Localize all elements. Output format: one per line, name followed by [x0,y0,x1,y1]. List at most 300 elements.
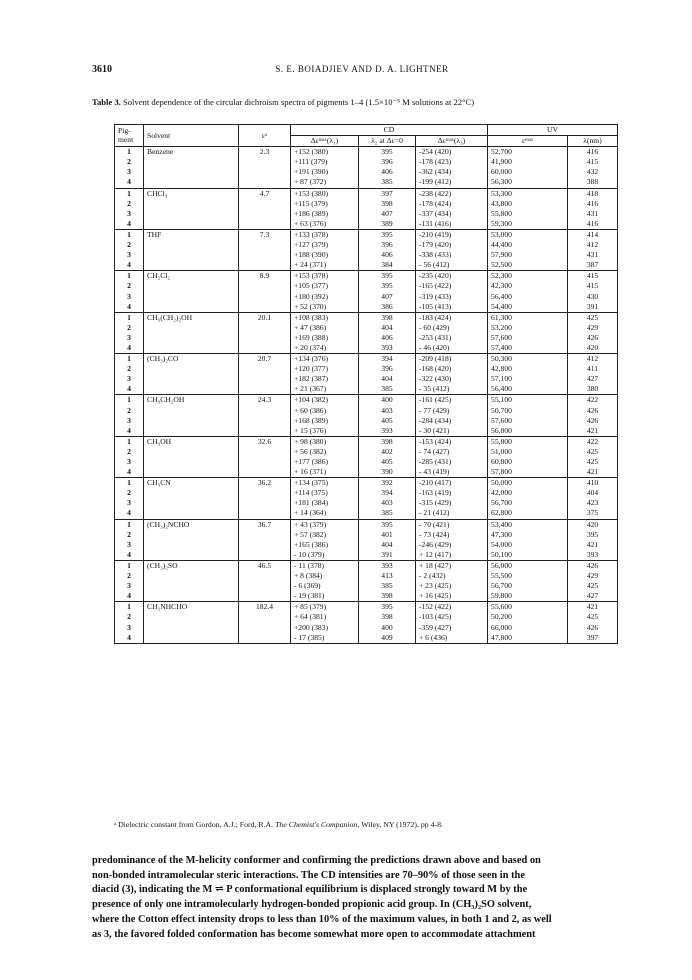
delta1-cell: + 8 (384) [291,571,359,581]
table-row [115,364,618,374]
delta2-cell: + 18 (427) [416,560,488,571]
uv-eps-cell: 54,000 [488,540,568,550]
uv-eps-cell: 55,800 [488,209,568,219]
lambda2-cell: 392 [359,478,416,489]
uv-eps-cell: 53,300 [488,188,568,199]
uv-lambda-cell: 425 [568,312,618,323]
delta2-cell: - 70 (421) [416,519,488,530]
table-body [115,147,618,644]
delta1-cell: +104 (382) [291,395,359,406]
delta2-cell: -183 (424) [416,312,488,323]
delta2-cell: -338 (433) [416,250,488,260]
uv-eps-cell: 50,300 [488,354,568,365]
solvent-cell [144,426,239,437]
uv-lambda-cell: 416 [568,199,618,209]
table-row [115,374,618,384]
pigment-cell: 3 [115,333,144,343]
delta1-cell: +115 (379) [291,199,359,209]
delta1-cell: +153 (378) [291,271,359,282]
table-row [115,623,618,633]
epsilon-cell [239,343,291,354]
uv-lambda-cell: 426 [568,333,618,343]
solvent-cell [144,177,239,188]
table-row [115,260,618,271]
delta2-cell: - 73 (424) [416,530,488,540]
epsilon-cell [239,374,291,384]
lambda2-cell: 403 [359,406,416,416]
table-row [115,447,618,457]
pigment-cell: 4 [115,508,144,519]
pigment-cell: 2 [115,281,144,291]
table-row [115,633,618,644]
table-row [115,219,618,230]
uv-eps-cell: 56,700 [488,498,568,508]
delta2-cell: - 60 (429) [416,323,488,333]
uv-lambda-cell: 412 [568,240,618,250]
solvent-cell [144,623,239,633]
solvent-cell [144,260,239,271]
delta2-cell: -209 (418) [416,354,488,365]
uv-lambda-cell: 426 [568,416,618,426]
lambda2-cell: 406 [359,250,416,260]
solvent-cell [144,540,239,550]
uv-lambda-cell: 431 [568,209,618,219]
epsilon-cell [239,323,291,333]
header-lambda2: λ₂ at Δε=0 [359,136,416,147]
uv-lambda-cell: 412 [568,354,618,365]
delta2-cell: - 21 (412) [416,508,488,519]
epsilon-cell [239,488,291,498]
uv-lambda-cell: 410 [568,478,618,489]
pigment-cell: 4 [115,219,144,230]
epsilon-cell: 46.5 [239,560,291,571]
epsilon-cell: 4.7 [239,188,291,199]
uv-eps-cell: 52,500 [488,260,568,271]
lambda2-cell: 401 [359,530,416,540]
lambda2-cell: 385 [359,581,416,591]
table-row [115,508,618,519]
pigment-cell: 2 [115,157,144,167]
uv-lambda-cell: 415 [568,157,618,167]
delta2-cell: -210 (417) [416,478,488,489]
lambda2-cell: 395 [359,271,416,282]
solvent-cell: THF [144,229,239,240]
epsilon-cell [239,457,291,467]
pigment-cell: 2 [115,571,144,581]
delta1-cell: - 11 (378) [291,560,359,571]
solvent-cell [144,467,239,478]
lambda2-cell: 394 [359,488,416,498]
uv-eps-cell: 43,800 [488,199,568,209]
uv-lambda-cell: 427 [568,591,618,602]
delta2-cell: -337 (434) [416,209,488,219]
pigment-cell: 2 [115,612,144,622]
delta1-cell: +152 (380) [291,147,359,158]
pigment-cell: 4 [115,550,144,561]
pigment-cell: 4 [115,467,144,478]
lambda2-cell: 395 [359,519,416,530]
delta2-cell: -105 (413) [416,302,488,313]
epsilon-cell: 2.3 [239,147,291,158]
uv-lambda-cell: 425 [568,447,618,457]
delta1-cell: + 87 (372) [291,177,359,188]
uv-eps-cell: 60,800 [488,457,568,467]
uv-eps-cell: 60,000 [488,167,568,177]
table-row [115,240,618,250]
uv-eps-cell: 56,800 [488,426,568,437]
lambda2-cell: 389 [359,219,416,230]
pigment-cell: 4 [115,633,144,644]
table-row [115,312,618,323]
epsilon-cell: 36.2 [239,478,291,489]
epsilon-cell [239,302,291,313]
lambda2-cell: 398 [359,312,416,323]
epsilon-cell [239,571,291,581]
delta1-cell: +177 (386) [291,457,359,467]
header-cd-group: CD [291,125,488,136]
delta2-cell: - 30 (421) [416,426,488,437]
uv-eps-cell: 42,800 [488,364,568,374]
solvent-cell: (CH₃)₂SO [144,560,239,571]
delta2-cell: -178 (424) [416,199,488,209]
delta1-cell: - 10 (379) [291,550,359,561]
delta1-cell: +134 (375) [291,478,359,489]
uv-lambda-cell: 421 [568,540,618,550]
delta1-cell: + 56 (382) [291,447,359,457]
table-row [115,478,618,489]
pigment-cell: 3 [115,167,144,177]
uv-eps-cell: 56,700 [488,581,568,591]
uv-eps-cell: 54,400 [488,302,568,313]
epsilon-cell [239,447,291,457]
uv-eps-cell: 52,700 [488,147,568,158]
solvent-cell [144,374,239,384]
uv-lambda-cell: 429 [568,323,618,333]
uv-lambda-cell: 416 [568,219,618,230]
solvent-cell: CHCl₃ [144,188,239,199]
lambda2-cell: 398 [359,199,416,209]
uv-lambda-cell: 429 [568,571,618,581]
epsilon-cell [239,167,291,177]
delta1-cell: + 57 (382) [291,530,359,540]
pigment-cell: 3 [115,209,144,219]
uv-eps-cell: 59,800 [488,591,568,602]
header-uv-eps: εᵐᵃˣ [488,136,568,147]
solvent-cell [144,581,239,591]
pigment-cell: 4 [115,177,144,188]
uv-lambda-cell: 391 [568,302,618,313]
pigment-cell: 1 [115,478,144,489]
epsilon-cell [239,508,291,519]
uv-lambda-cell: 432 [568,167,618,177]
delta2-cell: - 74 (427) [416,447,488,457]
epsilon-cell [239,467,291,478]
uv-lambda-cell: 421 [568,602,618,613]
body-line: diacid (3), indicating the M ⇌ P conformational equilibrium is displaced strongly toward M by the [92,884,528,896]
lambda2-cell: 393 [359,560,416,571]
table-row [115,209,618,219]
delta2-cell: -315 (429) [416,498,488,508]
table-row [115,457,618,467]
delta2-cell: -253 (431) [416,333,488,343]
body-line: presence of only one intramolecularly hydrogen-bonded propionic acid group. In (CH₃)₂SO solvent, [92,899,532,911]
lambda2-cell: 398 [359,436,416,447]
table-row [115,281,618,291]
table-row [115,560,618,571]
delta1-cell: +168 (389) [291,416,359,426]
solvent-cell [144,157,239,167]
epsilon-cell: 182.4 [239,602,291,613]
body-line: non-bonded intramolecular steric interactions. The CD intensities are 70–90% of those seen in the [92,869,525,881]
solvent-cell [144,219,239,230]
epsilon-cell [239,384,291,395]
uv-eps-cell: 57,400 [488,343,568,354]
uv-eps-cell: 50,100 [488,550,568,561]
table-header [115,125,618,147]
pigment-cell: 3 [115,374,144,384]
solvent-cell [144,416,239,426]
header-delta1: Δεᵐᵃˣ(λ₁) [291,136,359,147]
epsilon-cell [239,250,291,260]
table-row [115,271,618,282]
solvent-cell: CH₃NHCHO [144,602,239,613]
uv-eps-cell: 44,400 [488,240,568,250]
solvent-cell [144,199,239,209]
epsilon-cell [239,292,291,302]
table-row [115,488,618,498]
table-row [115,147,618,158]
lambda2-cell: 384 [359,260,416,271]
delta2-cell: -161 (425) [416,395,488,406]
delta2-cell: -359 (427) [416,623,488,633]
delta1-cell: +181 (384) [291,498,359,508]
lambda2-cell: 396 [359,240,416,250]
uv-lambda-cell: 420 [568,343,618,354]
uv-lambda-cell: 425 [568,612,618,622]
delta1-cell: + 20 (374) [291,343,359,354]
lambda2-cell: 398 [359,591,416,602]
delta2-cell: - 46 (420) [416,343,488,354]
epsilon-cell [239,240,291,250]
delta1-cell: + 63 (376) [291,219,359,230]
solvent-cell [144,571,239,581]
delta1-cell: +133 (378) [291,229,359,240]
uv-lambda-cell: 421 [568,426,618,437]
uv-eps-cell: 50,000 [488,478,568,489]
solvent-cell [144,457,239,467]
pigment-cell: 1 [115,602,144,613]
solvent-cell [144,633,239,644]
epsilon-cell [239,426,291,437]
epsilon-cell: 7.3 [239,229,291,240]
solvent-cell [144,364,239,374]
epsilon-cell [239,209,291,219]
delta2-cell: -235 (420) [416,271,488,282]
lambda2-cell: 398 [359,612,416,622]
delta1-cell: + 47 (386) [291,323,359,333]
uv-eps-cell: 42,300 [488,281,568,291]
delta2-cell: + 6 (436) [416,633,488,644]
solvent-cell [144,384,239,395]
uv-lambda-cell: 418 [568,188,618,199]
delta1-cell: +114 (375) [291,488,359,498]
table-row [115,384,618,395]
delta1-cell: +169 (388) [291,333,359,343]
delta1-cell: +127 (379) [291,240,359,250]
pigment-cell: 4 [115,260,144,271]
delta2-cell: + 16 (425) [416,591,488,602]
uv-lambda-cell: 397 [568,633,618,644]
lambda2-cell: 393 [359,343,416,354]
solvent-cell [144,209,239,219]
pigment-cell: 4 [115,343,144,354]
pigment-cell: 1 [115,188,144,199]
pigment-cell: 1 [115,519,144,530]
solvent-cell: Benzene [144,147,239,158]
pigment-cell: 1 [115,229,144,240]
table-row [115,467,618,478]
pigment-cell: 3 [115,292,144,302]
delta1-cell: +111 (379) [291,157,359,167]
delta2-cell: - 2 (432) [416,571,488,581]
uv-eps-cell: 51,000 [488,447,568,457]
table-row [115,343,618,354]
epsilon-cell: 20.1 [239,312,291,323]
solvent-cell [144,292,239,302]
solvent-cell: CH₂Cl₂ [144,271,239,282]
epsilon-cell [239,530,291,540]
solvent-cell: CH₃CH₂OH [144,395,239,406]
uv-eps-cell: 50,200 [488,612,568,622]
uv-eps-cell: 57,600 [488,333,568,343]
pigment-cell: 3 [115,623,144,633]
pigment-cell: 2 [115,406,144,416]
solvent-cell [144,302,239,313]
pigment-cell: 4 [115,384,144,395]
table-row [115,436,618,447]
lambda2-cell: 413 [359,571,416,581]
delta1-cell: + 98 (380) [291,436,359,447]
uv-lambda-cell: 414 [568,229,618,240]
pigment-cell: 4 [115,302,144,313]
lambda2-cell: 394 [359,354,416,365]
delta2-cell: -153 (424) [416,436,488,447]
pigment-cell: 1 [115,395,144,406]
lambda2-cell: 404 [359,374,416,384]
lambda2-cell: 395 [359,602,416,613]
pigment-cell: 3 [115,457,144,467]
epsilon-cell [239,219,291,230]
pigment-cell: 2 [115,488,144,498]
table-row [115,591,618,602]
table-row [115,199,618,209]
uv-eps-cell: 55,800 [488,436,568,447]
solvent-cell [144,530,239,540]
uv-lambda-cell: 393 [568,550,618,561]
uv-eps-cell: 59,300 [488,219,568,230]
uv-lambda-cell: 422 [568,395,618,406]
delta2-cell: -319 (433) [416,292,488,302]
delta1-cell: + 21 (367) [291,384,359,395]
header-uv-lambda: λ(nm) [568,136,618,147]
uv-eps-cell: 53,000 [488,229,568,240]
delta1-cell: + 16 (371) [291,467,359,478]
delta2-cell: -210 (419) [416,229,488,240]
pigment-cell: 2 [115,199,144,209]
uv-eps-cell: 47,300 [488,530,568,540]
delta1-cell: +108 (383) [291,312,359,323]
uv-eps-cell: 41,900 [488,157,568,167]
lambda2-cell: 405 [359,416,416,426]
epsilon-cell [239,281,291,291]
uv-eps-cell: 42,000 [488,488,568,498]
lambda2-cell: 397 [359,188,416,199]
uv-eps-cell: 57,800 [488,467,568,478]
uv-lambda-cell: 430 [568,292,618,302]
delta1-cell: + 85 (379) [291,602,359,613]
delta1-cell: + 52 (370) [291,302,359,313]
delta1-cell: - 17 (385) [291,633,359,644]
footnote-book-title: The Chemist's Companion [275,820,358,829]
body-paragraph [92,854,637,942]
lambda2-cell: 404 [359,540,416,550]
delta2-cell: -322 (430) [416,374,488,384]
delta1-cell: +200 (383) [291,623,359,633]
delta1-cell: +165 (386) [291,540,359,550]
table-label: Table 3. [92,97,121,107]
table-row [115,157,618,167]
lambda2-cell: 409 [359,633,416,644]
delta1-cell: + 64 (381) [291,612,359,622]
epsilon-cell [239,623,291,633]
delta1-cell: +180 (392) [291,292,359,302]
lambda2-cell: 385 [359,177,416,188]
uv-lambda-cell: 388 [568,177,618,188]
table-row [115,406,618,416]
uv-eps-cell: 57,900 [488,250,568,260]
solvent-cell [144,508,239,519]
solvent-cell [144,550,239,561]
table-row [115,188,618,199]
lambda2-cell: 403 [359,498,416,508]
page-number: 3610 [92,64,112,75]
delta2-cell: -246 (429) [416,540,488,550]
uv-lambda-cell: 427 [568,374,618,384]
solvent-cell: CH₃(CH₂)₂OH [144,312,239,323]
table-row [115,602,618,613]
uv-eps-cell: 55,600 [488,602,568,613]
pigment-cell: 2 [115,364,144,374]
uv-eps-cell: 55,100 [488,395,568,406]
table-row [115,333,618,343]
solvent-cell [144,343,239,354]
lambda2-cell: 406 [359,167,416,177]
uv-lambda-cell: 415 [568,281,618,291]
delta1-cell: + 24 (371) [291,260,359,271]
pigment-cell: 3 [115,540,144,550]
delta1-cell: +153 (380) [291,188,359,199]
header-delta2: Δεᵐᵃˣ(λ₃) [416,136,488,147]
table-row [115,416,618,426]
lambda2-cell: 400 [359,623,416,633]
epsilon-cell: 24.3 [239,395,291,406]
solvent-cell [144,323,239,333]
epsilon-cell [239,177,291,188]
solvent-cell: (CH₃)₂CO [144,354,239,365]
body-line: where the Cotton effect intensity drops to less than 10% of the maximum values, in both 1 and 2, as well [92,913,552,925]
pigment-cell: 4 [115,426,144,437]
footnote-text-after: , Wiley, NY (1972), pp 4-8. [357,820,443,829]
